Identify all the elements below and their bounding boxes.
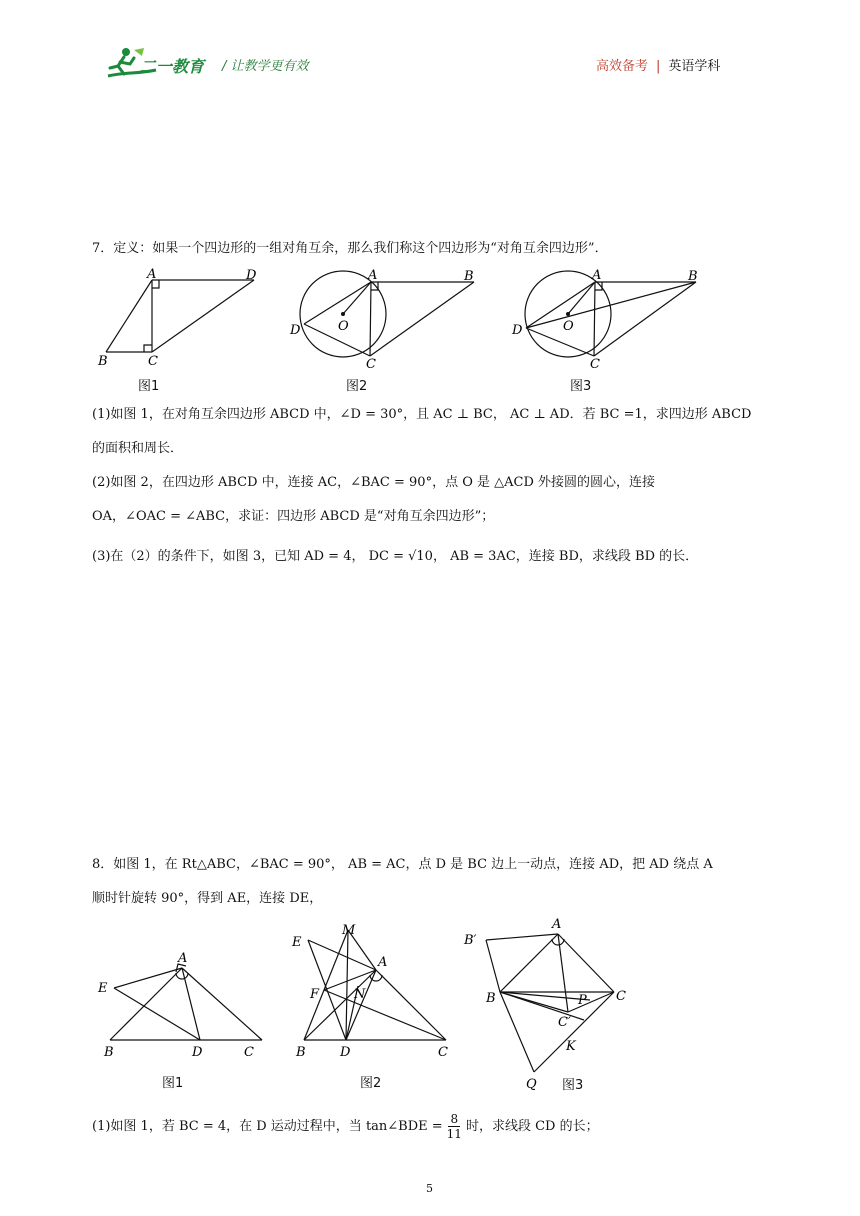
label-A: A	[147, 267, 157, 282]
label-P: P	[578, 993, 587, 1008]
fraction-numerator: 8	[450, 1112, 459, 1126]
label-B: B	[98, 354, 108, 369]
label-C: C	[616, 989, 626, 1004]
q8-fig2-caption: 图2	[360, 1076, 382, 1091]
q8-figure-2	[288, 918, 464, 1064]
label-N: N	[354, 987, 366, 1002]
header-subject	[596, 55, 720, 74]
label-E: E	[98, 981, 108, 996]
label-M: M	[342, 923, 356, 938]
label-C: C	[590, 357, 600, 370]
label-D: D	[290, 323, 301, 338]
label-D: D	[246, 268, 257, 283]
page-header	[0, 0, 860, 90]
q7-part2-line1: (2)如图 2，在四边形 ABCD 中，连接 AC，∠BAC = 90°，点 O 是 △ACD 外接圆的圆心，连接	[92, 475, 656, 490]
label-D: D	[340, 1045, 351, 1060]
q7-fig1-caption: 图1	[138, 379, 160, 394]
label-K: K	[566, 1039, 576, 1054]
q8-intro-line1: 8．如图 1，在 Rt△ABC，∠BAC = 90°， AB = AC，点 D 是 BC 边上一动点，连接 AD，把 AD 绕点 A	[92, 857, 713, 872]
q8-intro-line2: 顺时针旋转 90°，得到 AE，连接 DE，	[92, 891, 323, 906]
q7-figure-3	[508, 264, 712, 370]
label-B: B	[464, 269, 474, 284]
label-A: A	[368, 268, 378, 283]
label-F: F	[310, 987, 320, 1002]
label-C: C	[148, 354, 158, 369]
label-E: E	[292, 935, 302, 950]
label-Q: Q	[526, 1077, 537, 1092]
q8-part1-text-b: 时，求线段 CD 的长；	[465, 1118, 599, 1134]
label-Bp: B′	[464, 933, 477, 948]
brand-slogan: / 让教学更有效	[222, 59, 309, 74]
label-A: A	[178, 951, 188, 966]
label-O: O	[338, 319, 349, 334]
q8-fig1-caption: 图1	[162, 1076, 184, 1091]
header-tag: 高效备考	[596, 59, 649, 74]
label-C: C	[244, 1045, 254, 1060]
header-separator: |	[656, 59, 661, 74]
label-B: B	[104, 1045, 114, 1060]
q7-figure-1	[92, 266, 262, 370]
label-B: B	[296, 1045, 306, 1060]
label-B: B	[486, 991, 496, 1006]
page-number: 5	[426, 1182, 433, 1195]
brand-name: 二一教育	[140, 57, 205, 76]
label-Cp: C′	[558, 1015, 571, 1030]
fraction	[445, 1112, 464, 1141]
q8-fig3-caption: 图3	[562, 1078, 584, 1093]
q8-figure-3	[460, 912, 640, 1096]
fraction-denominator: 11	[446, 1127, 462, 1141]
q7-figure-2	[286, 264, 486, 370]
q7-fig3-caption: 图3	[570, 379, 592, 394]
label-A: A	[592, 268, 602, 283]
q7-part3-line1: (3)在（2）的条件下，如图 3，已知 AD = 4， DC = √10， AB = 3AC，连接 BD，求线段 BD 的长．	[92, 549, 699, 564]
q7-part2-line2: OA，∠OAC = ∠ABC，求证：四边形 ABCD 是“对角互余四边形”；	[92, 509, 495, 524]
q7-fig2-caption: 图2	[346, 379, 368, 394]
label-O: O	[563, 319, 574, 334]
q8-figure-1	[92, 944, 272, 1064]
label-D: D	[512, 323, 523, 338]
q7-part1-line2: 的面积和周长．	[92, 441, 184, 456]
q7-intro: 7．定义：如果一个四边形的一组对角互余，那么我们称这个四边形为“对角互余四边形”．	[92, 241, 608, 256]
q8-part1-line1	[92, 1112, 599, 1141]
label-A: A	[552, 917, 562, 932]
label-C: C	[438, 1045, 448, 1060]
q7-part1-line1: (1)如图 1，在对角互余四边形 ABCD 中，∠D = 30°，且 AC ⊥ BC， AC ⊥ AD．若 BC =1，求四边形 ABCD	[92, 407, 752, 422]
header-subject-name: 英语学科	[668, 59, 721, 74]
q8-part1-text-a: (1)如图 1，若 BC = 4，在 D 运动过程中，当 tan∠BDE =	[92, 1118, 443, 1134]
label-A: A	[378, 955, 388, 970]
label-B: B	[688, 269, 698, 284]
label-C: C	[366, 357, 376, 370]
label-D: D	[192, 1045, 203, 1060]
